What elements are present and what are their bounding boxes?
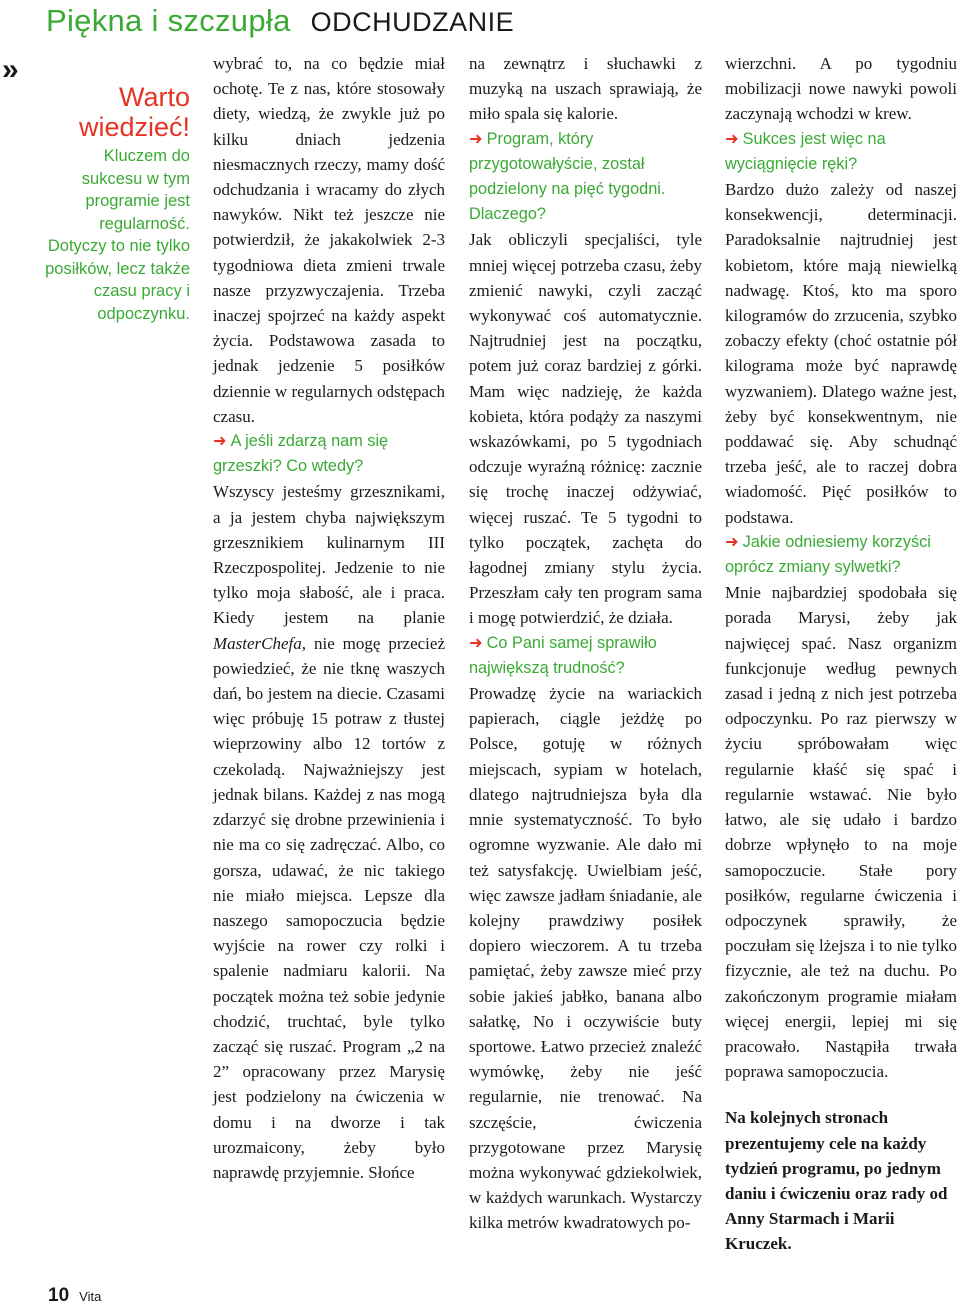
sidebar-title: [40, 82, 190, 142]
question-text: A jeśli zdarzą nam się grzeszki? Co wtedy?: [213, 432, 389, 476]
arrow-icon: ➜: [725, 129, 739, 148]
paragraph: Bardzo dużo zależy od naszej konsekwencji, determinacji. Paradoksalnie najtrudniej jest kobietom, które mają niewielką nadwagę. Ktoś, kto ma sporo kilogramów do zrzucenia, szybko zobaczy efekty (choć ostatnie pół kilograma może być naprawdę wyzwaniem). Dlatego ważne jest, żeby być konsekwentnym, nie poddawać się. Aby schudnąć trzeba jeść, ale to raczej dobra wiadomość. Pięć posiłków to podstawa.: [725, 180, 957, 527]
question-text: Sukces jest więc na wyciągnięcie ręki?: [725, 129, 886, 173]
sidebar-box: [40, 82, 190, 325]
show-title: MasterChefa: [213, 633, 302, 653]
question-heading: [725, 530, 957, 580]
page-header: [46, 0, 514, 44]
arrow-icon: ➜: [469, 633, 483, 652]
magazine-name: Vita: [79, 1289, 102, 1304]
arrow-icon: ➜: [213, 432, 227, 451]
article-column-1: [213, 51, 445, 1185]
arrow-icon: ➜: [469, 129, 483, 148]
question-text: Jakie odniesiemy korzyści oprócz zmiany sylwetki?: [725, 532, 931, 577]
question-heading: [213, 429, 445, 479]
arrow-icon: ➜: [725, 532, 739, 551]
article-column-2: [469, 51, 702, 1236]
paragraph: Jak obliczyli specjaliści, tyle mniej więcej potrzeba czasu, żeby zmienić nawyki, czyli zacząć wykonywać coś automatycznie. Najtrudniej jest na początku, potem już coraz bardziej z górki. Mam więc nadzieję, że każda kobieta, która podąży za naszymi wskazówkami, po 5 tygodniach odczuje wyraźną różnicę: zacznie się trochę inaczej odżywiać, więcej ruszać. Te 5 tygodni to tylko początek, zachęta do łagodnej zmiany stylu życia. Przeszłam cały ten program sama i mogę potwierdzić, że działa.: [469, 230, 702, 628]
question-text: Co Pani samej sprawiło największą trudność?: [469, 633, 657, 677]
section-title: ODCHUDZANIE: [310, 7, 515, 37]
paragraph: Mnie najbardziej spodobała się porada Marysi, żeby jak najwięcej spać. Nasz organizm funkcjonuje według pewnych zasad i jedną z nich jest potrzeba odpoczynku. Po raz pierwszy w życiu spróbowałam więc regularnie kłaść się spać i regularnie wstawać. Nie było łatwo, ale się udało i bardzo dobrze wpłynęło to na moje samopoczucie. Stałe pory posiłków, regularne ćwiczenia i odpoczynek sprawiły, że poczułam się lżejsza i to nie tylko fizycznie, ale też na duchu. Po zakończonym programie miałam więcej energii, lepiej mi się pracowało. Nastąpiła trwała poprawa samopoczucia.: [725, 583, 957, 1082]
section-marker-icon: »: [2, 53, 19, 86]
paragraph-text: Wszyscy jesteśmy grzesznikami, a ja jestem chyba największym grzesznikiem kulinarnym III Rzeczpospolitej. Jedzenie to nie tylko moja słabość, ale i praca. Kiedy jestem na planie: [213, 482, 445, 628]
paragraph: wybrać to, na co będzie miał ochotę. Te z nas, które stosowały diety, wiedzą, że zwykle już po kilku dniach jedzenia niesmacznych rzeczy, mamy dość odchudzania i wracamy do złych nawyków. Nikt też jeszcze nie potwierdził, że jakakolwiek 2-3 tygodniowa dieta zmieni trwale nasze przyzwyczajenia. Trzeba inaczej spojrzeć na każdy aspekt życia. Podstawowa zasada to jednak jedzenie 5 posiłków dziennie w regularnych odstępach czasu.: [213, 54, 445, 426]
question-heading: [469, 631, 702, 681]
paragraph: wierzchni. A po tygodniu mobilizacji nowe nawyki powoli zaczynają wchodzi w krew.: [725, 54, 957, 124]
question-text: Program, który przygotowałyście, został podzielony na pięć tygodni. Dlaczego?: [469, 129, 666, 224]
page-number: 10: [48, 1285, 70, 1306]
question-heading: [725, 127, 957, 177]
paragraph: na zewnątrz i słuchawki z muzyką na uszach sprawiają, że miło spala się kalorie.: [469, 54, 702, 124]
brand-title: Piękna i szczupła: [46, 3, 291, 38]
sidebar-title-line1: Warto: [118, 82, 190, 112]
article-column-3: [725, 51, 957, 1257]
question-heading: [469, 127, 702, 228]
sidebar-title-line2: wiedzieć!: [78, 112, 190, 142]
closing-note: Na kolejnych stronach prezentujemy cele na każdy tydzień programu, po jednym daniu i ćwiczeniu oraz rady od Anny Starmach i Marii Kruczek.: [725, 1108, 948, 1254]
page-footer: [48, 1285, 101, 1307]
paragraph: Prowadzę życie na wariackich papierach, ciągle jeżdżę po Polsce, gotuję w różnych miejscach, sypiam w hotelach, dlatego najtrudniejsza była dla mnie systematyczność. To było ogromne wyzwanie. Ale dało mi też satysfakcję. Uwielbiam jeść, więc zawsze jadłam śniadanie, ale kolejny prawdziwy posiłek dopiero wieczorem. A tu trzeba pamiętać, żeby zawsze mieć przy sobie jakieś jabłko, banana albo sałatkę, No i oczywiście buty sportowe. Łatwo przecież znaleźć wymówkę, żeby nie jeść regularnie, nie trenować. Na szczęście, ćwiczenia przygotowane przez Marysię można wykonywać gdziekolwiek, w każdych warunkach. Wystarczy kilka metrów kwadratowych po-: [469, 684, 702, 1233]
paragraph-text: , nie mogę przecież powiedzieć, że nie tknę waszych dań, bo jestem na diecie. Czasami więc próbuję 15 potraw z tłustej wieprzowiny albo 12 tortów z czekoladą. Najważniejszy jest jednak bilans. Każdej z nas mogą zdarzyć się drobne przewinienia i nie ma co się zadręczać. Albo, co gorsza, udawać, że nic takiego nie miało miejsca. Lepsze dla naszego samopoczucia będzie wyjście na rower czy rolki i spalenie nadmiaru kalorii. Na początek można też sobie jedynie chodzić, truchtać, byle tylko zacząć się ruszać. Program „2 na 2” opracowany przez Marysię jest podzielony na ćwiczenia w domu i na dworze i tak urozmaicony, żeby było naprawdę przyjemnie. Słońce: [213, 633, 445, 1182]
paragraph: [213, 479, 445, 1185]
sidebar-body: Kluczem do sukcesu w tym programie jest regularność. Dotyczy to nie tylko posiłków, lecz także czasu pracy i odpoczynku.: [45, 147, 190, 323]
